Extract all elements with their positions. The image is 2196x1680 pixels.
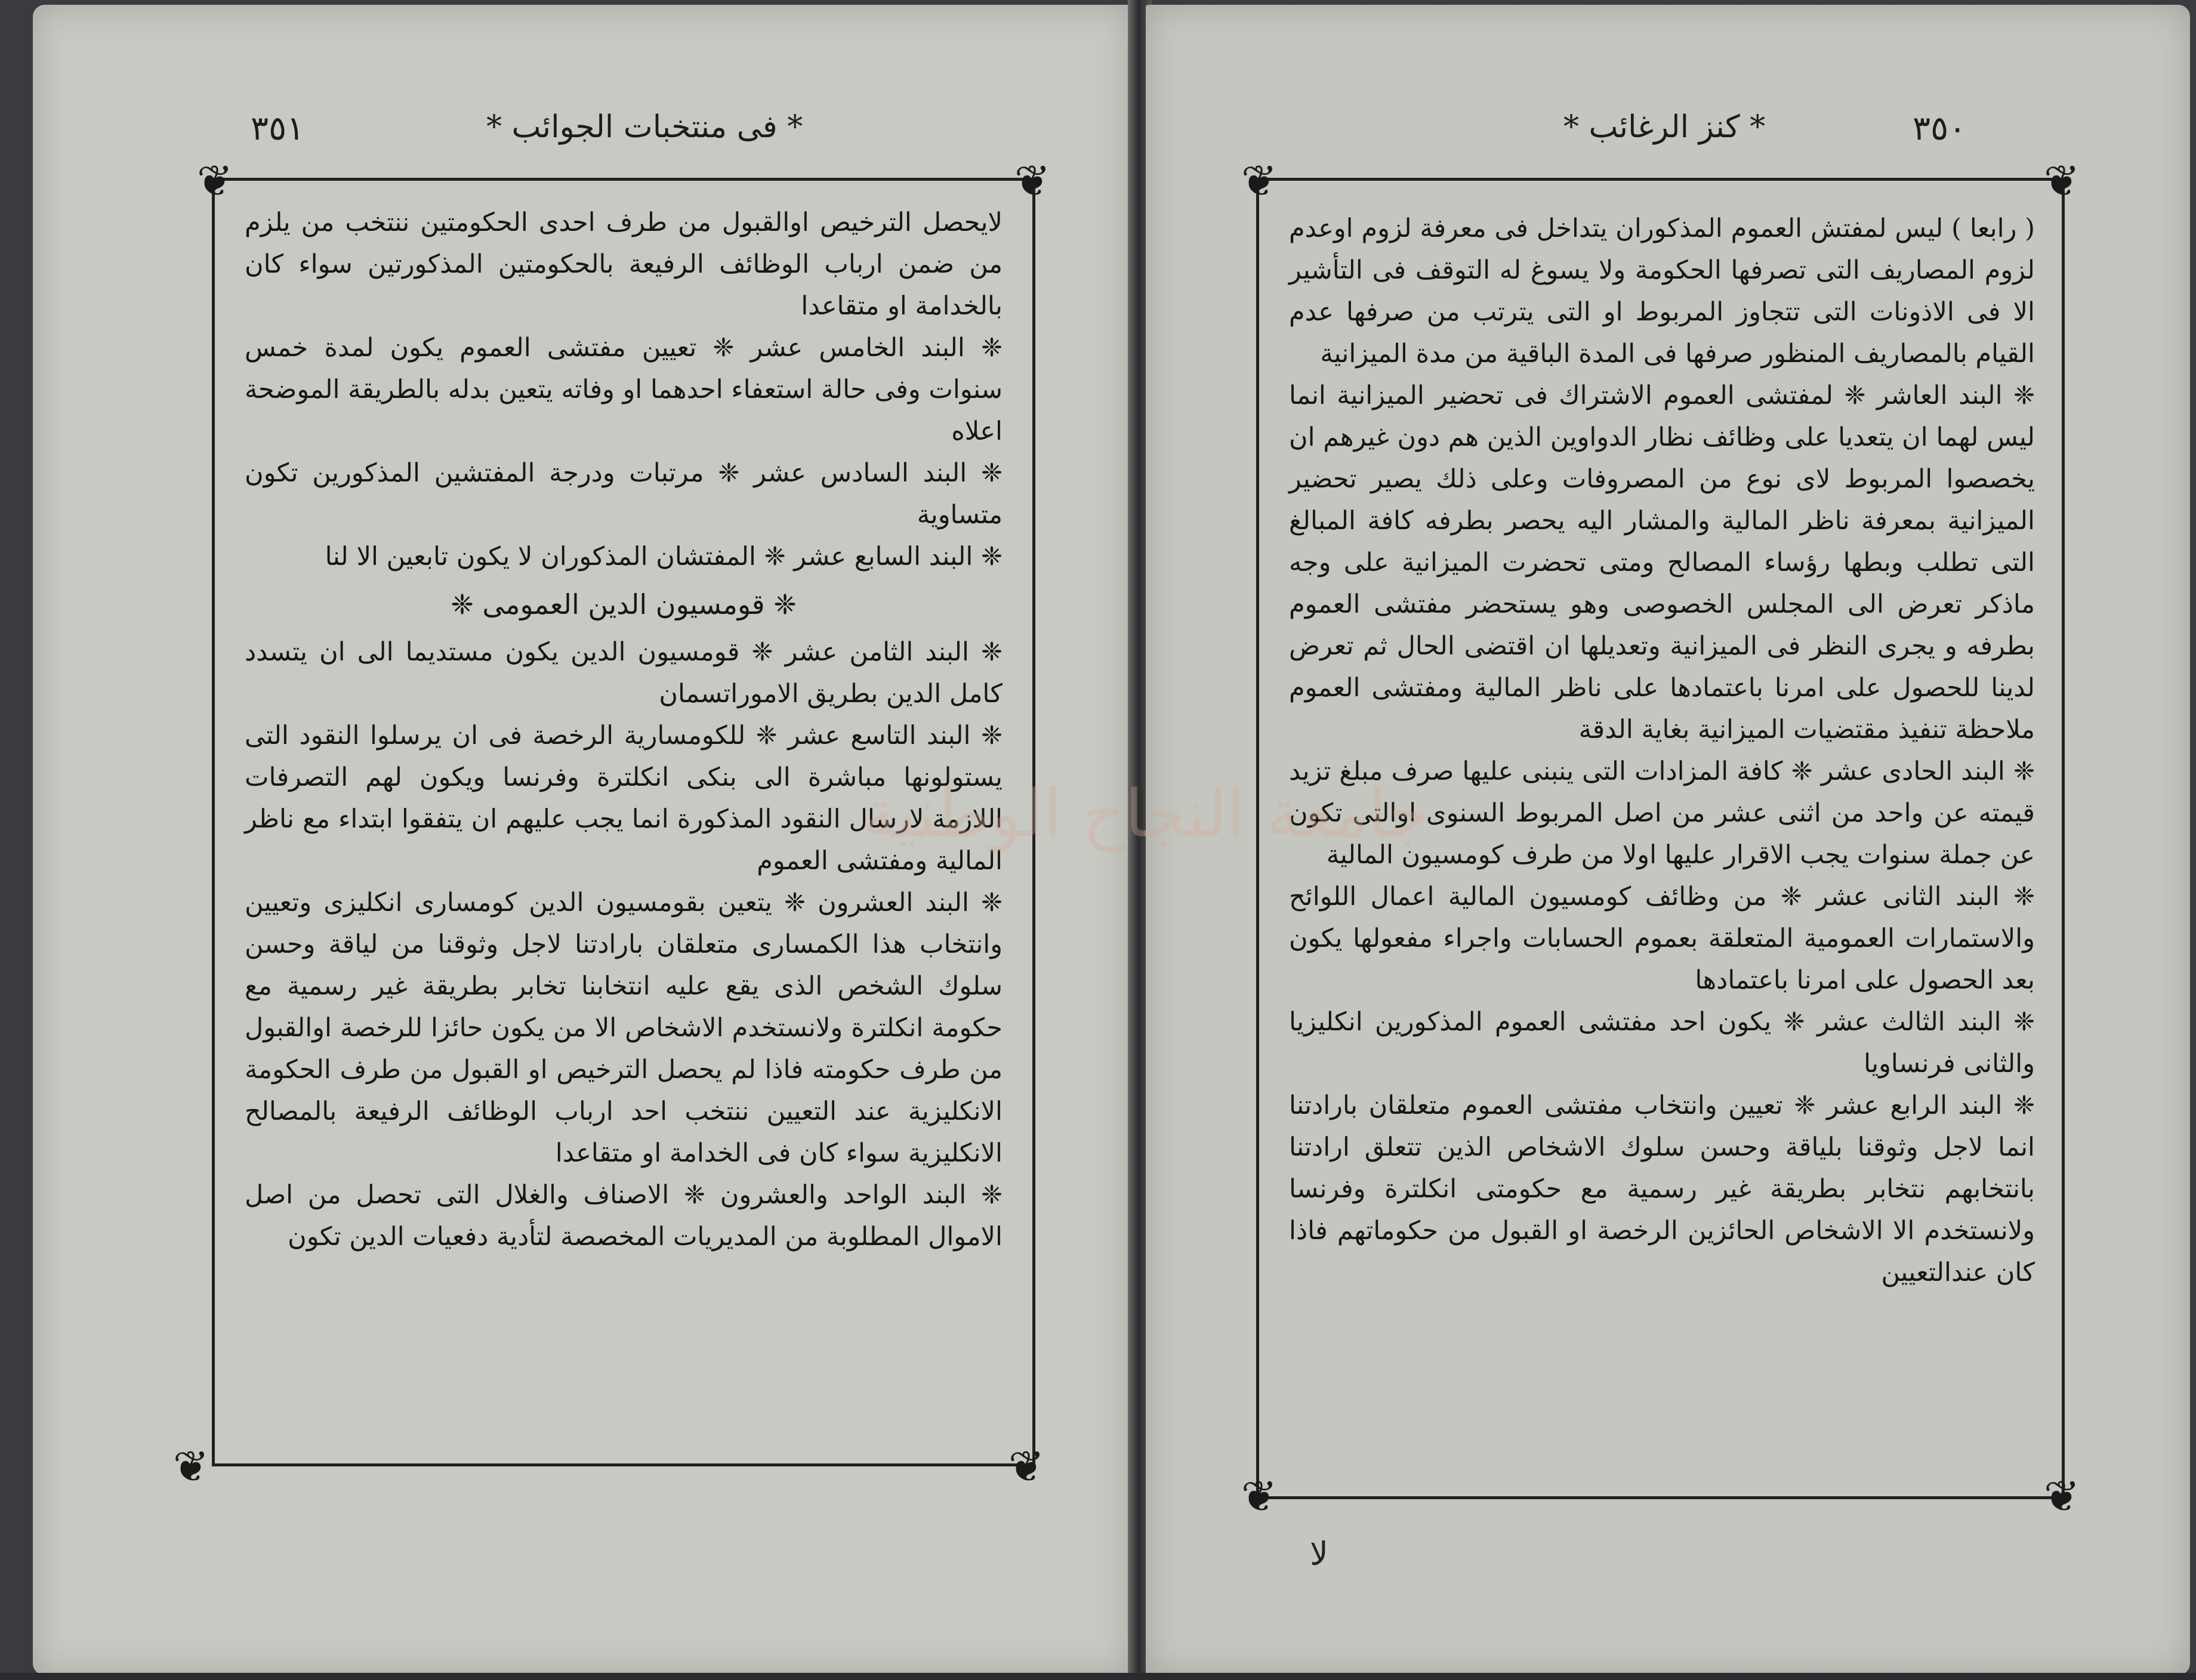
paragraph: ❈ البند الواحد والعشرون ❈ الاصناف والغلال التى تحصل من اصل الاموال المطلوبة من المديريات المخصصة لتأدية دفعيات الدين تكون: [245, 1180, 1003, 1252]
watermark: جامعة النجاح الوطنية: [862, 776, 1429, 852]
paragraph: ❈ البند الثامن عشر ❈ قومسيون الدين يكون مستديما الى ان يتسدد كامل الدين بطريق الاموراتسمان: [245, 637, 1003, 709]
corner-ornament-icon: ❦: [172, 1441, 209, 1491]
paragraph: ❈ البند الحادى عشر ❈ كافة المزادات التى ينبنى عليها صرف مبلغ تزيد قيمته عن واحد من اثنى عشر من اصل المربوط السنوى اوالتى تكون عن جملة سنوات يجب الاقرار عليها اولا من طرف كومسيون المالية: [1289, 756, 2035, 870]
corner-ornament-icon: ❦: [196, 156, 233, 206]
book-spread: [24, 0, 2190, 1680]
signature-mark: لا: [1310, 1535, 1328, 1573]
page-text: [1289, 208, 2035, 1293]
corner-ornament-icon: ❦: [1241, 1471, 1278, 1521]
corner-ornament-icon: ❦: [1008, 1441, 1045, 1491]
section-title: ❈ قومسيون الدين العمومى ❈: [451, 588, 797, 620]
paragraph: ❈ البند العاشر ❈ لمفتشى العموم الاشتراك فى تحضير الميزانية انما ليس لهما ان يتعديا على وظائف نظار الدواوين الذين هم دون غيرهم ان يخصصوا المربوط لاى نوع من المصروفات وعلى ذلك يصير تحضير الميزانية بمعرفة ناظر المالية والمشار اليه يحصر بطرفه كافة المبالغ التى تطلب وبطها رؤساء المصالح ومتى تحضرت الميزانية على وجه ماذكر تعرض الى المجلس الخصوصى وهو يستحضر مفتشى العموم بطرفه و يجرى النظر فى الميزانية وتعديلها ان اقتضى الحال ثم تعرض لدينا للحصول على امرنا باعتمادها على ناظر المالية ومفتشى العموم ملاحظة تنفيذ مقتضيات الميزانية بغاية الدقة: [1289, 381, 2035, 745]
scan-edge: [0, 1673, 2196, 1680]
paragraph: ( رابعا ) ليس لمفتش العموم المذكوران يتداخل فى معرفة لزوم اوعدم لزوم المصاريف التى تصرفها الحكومة ولا يسوغ له التوقف فى التأشير الا فى الاذونات التى تتجاوز المربوط او التى يترتب من صرفها عدم القيام بالمصاريف المنظور صرفها فى المدة الباقية من مدة الميزانية: [1289, 214, 2035, 369]
page-number: ٣٥١: [251, 109, 305, 148]
paragraph: ❈ البند التاسع عشر ❈ للكومسارية الرخصة فى ان يرسلوا النقود التى يستولونها مباشرة الى بنكى انكلترة وفرنسا ويكون لهم التصرفات اللازمة لارسال النقود المذكورة انما يجب عليهم ان يتفقوا ابتداء مع ناظر المالية ومفتشى العموم: [245, 721, 1003, 876]
running-header: * كنز الرغائب *: [1563, 109, 1766, 145]
corner-ornament-icon: ❦: [1014, 156, 1051, 206]
corner-ornament-icon: ❦: [2043, 156, 2080, 206]
page-number: ٣٥٠: [1913, 109, 1967, 148]
paragraph: ❈ البند الثالث عشر ❈ يكون احد مفتشى العموم المذكورين انكليزيا والثانى فرنساويا: [1289, 1007, 2035, 1079]
paragraph: لايحصل الترخيص اوالقبول من طرف احدى الحكومتين ننتخب من يلزم من ضمن ارباب الوظائف الرفيعة بالحكومتين المذكورتين سواء كان بالخدامة او متقاعدا: [245, 208, 1003, 321]
corner-ornament-icon: ❦: [2043, 1471, 2080, 1521]
paragraph: ❈ البند العشرون ❈ يتعين بقومسيون الدين كومسارى انكليزى وتعيين وانتخاب هذا الكمسارى متعلقان بارادتنا لاجل وثوقنا من لياقة وحسن سلوك الشخص الذى يقع عليه انتخابنا تخابر بطريقة غير رسمية مع حكومة انكلترة ولانستخدم الاشخاص الا من يكون حائزا للرخصة اوالقبول من طرف حكومته فاذا لم يحصل الترخيص او القبول من طرف الحكومة الانكليزية عند التعيين ننتخب احد ارباب الوظائف الرفيعة بالمصالح الانكليزية سواء كان فى الخدامة او متقاعدا: [245, 888, 1003, 1168]
corner-ornament-icon: ❦: [1241, 156, 1278, 206]
paragraph: ❈ البند الخامس عشر ❈ تعيين مفتشى العموم يكون لمدة خمس سنوات وفى حالة استعفاء احدهما او وفاته يتعين بدله بالطريقة الموضحة اعلاه: [245, 333, 1003, 446]
paragraph: ❈ البند السادس عشر ❈ مرتبات ودرجة المفتشين المذكورين تكون متساوية: [245, 458, 1003, 530]
running-header: * فى منتخبات الجوائب *: [486, 109, 803, 145]
paragraph: ❈ البند السابع عشر ❈ المفتشان المذكوران لا يكون تابعين الا لنا: [325, 542, 1003, 572]
paragraph: ❈ البند الرابع عشر ❈ تعيين وانتخاب مفتشى العموم متعلقان بارادتنا انما لاجل وثوقنا بلياقة وحسن سلوك الاشخاص الذين تتعلق ارادتنا بانتخابهم نتخابر بطريقة غير رسمية مع حكومتى انكلترة وفرنسا ولانستخدم الا الاشخاص الحائزين الرخصة او القبول من حكوماتهم فاذا كان عندالتعيين: [1289, 1091, 2035, 1287]
paragraph: ❈ البند الثانى عشر ❈ من وظائف كومسيون المالية اعمال اللوائح والاستمارات العمومية المتعلقة بعموم الحسابات واجراء مفعولها يكون بعد الحصول على امرنا باعتمادها: [1289, 882, 2035, 995]
page-text: [245, 202, 1003, 1258]
